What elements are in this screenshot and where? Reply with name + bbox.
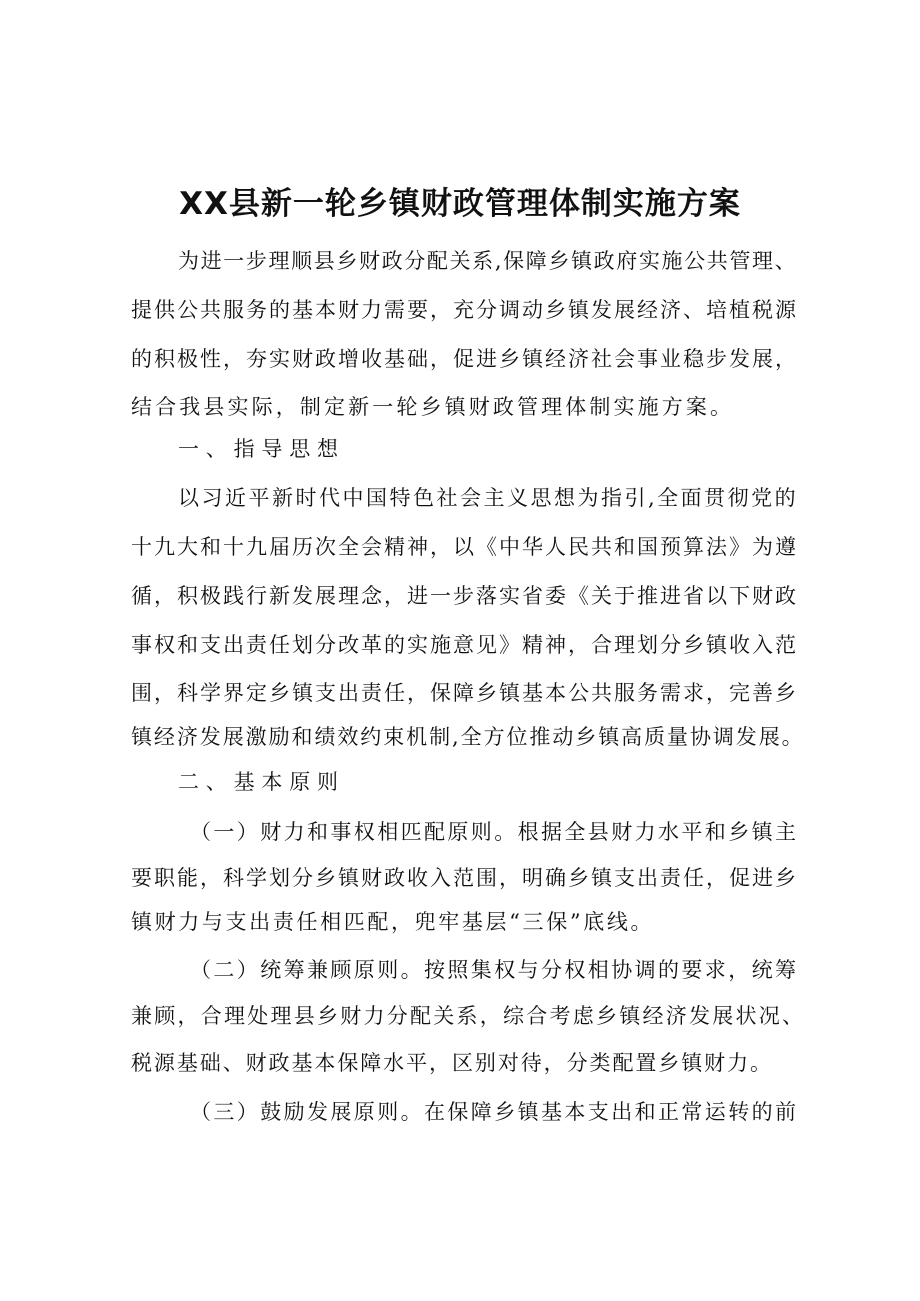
document-title: XX县新一轮乡镇财政管理体制实施方案	[179, 186, 741, 222]
section-heading: 二、基本原则	[178, 770, 345, 794]
body-line: 为进一步理顺县乡财政分配关系,保障乡镇政府实施公共管理、	[178, 249, 798, 273]
body-line: 兼顾，合理处理县乡财力分配关系，综合考虑乡镇经济发展状况、	[131, 1004, 806, 1028]
body-line: 十九大和十九届历次全会精神，以《中华人民共和国预算法》为遵	[131, 535, 798, 559]
body-line: 事权和支出责任划分改革的实施意见》精神，合理划分乡镇收入范	[131, 633, 798, 657]
body-line: 镇财力与支出责任相匹配，兜牢基层“三保”底线。	[131, 910, 655, 934]
body-line: （三）鼓励发展原则。在保障乡镇基本支出和正常运转的前	[190, 1100, 799, 1124]
body-line: 镇经济发展激励和绩效约束机制,全方位推动乡镇高质量协调发展。	[131, 725, 805, 749]
body-line: 围，科学界定乡镇支出责任，保障乡镇基本公共服务需求，完善乡	[131, 681, 798, 705]
body-line: 要职能，科学划分乡镇财政收入范围，明确乡镇支出责任，促进乡	[131, 866, 798, 890]
body-line: 结合我县实际，制定新一轮乡镇财政管理体制实施方案。	[131, 395, 735, 419]
body-line: 的积极性，夯实财政增收基础，促进乡镇经济社会事业稳步发展，	[131, 347, 798, 371]
body-line: 提供公共服务的基本财力需要，充分调动乡镇发展经济、培植税源	[131, 298, 798, 322]
body-line: （二）统筹兼顾原则。按照集权与分权相协调的要求，统筹	[190, 958, 799, 982]
body-line: （一）财力和事权相匹配原则。根据全县财力水平和乡镇主	[190, 820, 799, 844]
body-line: 税源基础、财政基本保障水平，区别对待，分类配置乡镇财力。	[131, 1051, 773, 1075]
section-heading: 一、指导思想	[178, 437, 345, 461]
body-line: 循，积极践行新发展理念，进一步落实省委《关于推进省以下财政	[131, 584, 798, 608]
body-line: 以习近平新时代中国特色社会主义思想为指引,全面贯彻党的	[178, 486, 799, 510]
